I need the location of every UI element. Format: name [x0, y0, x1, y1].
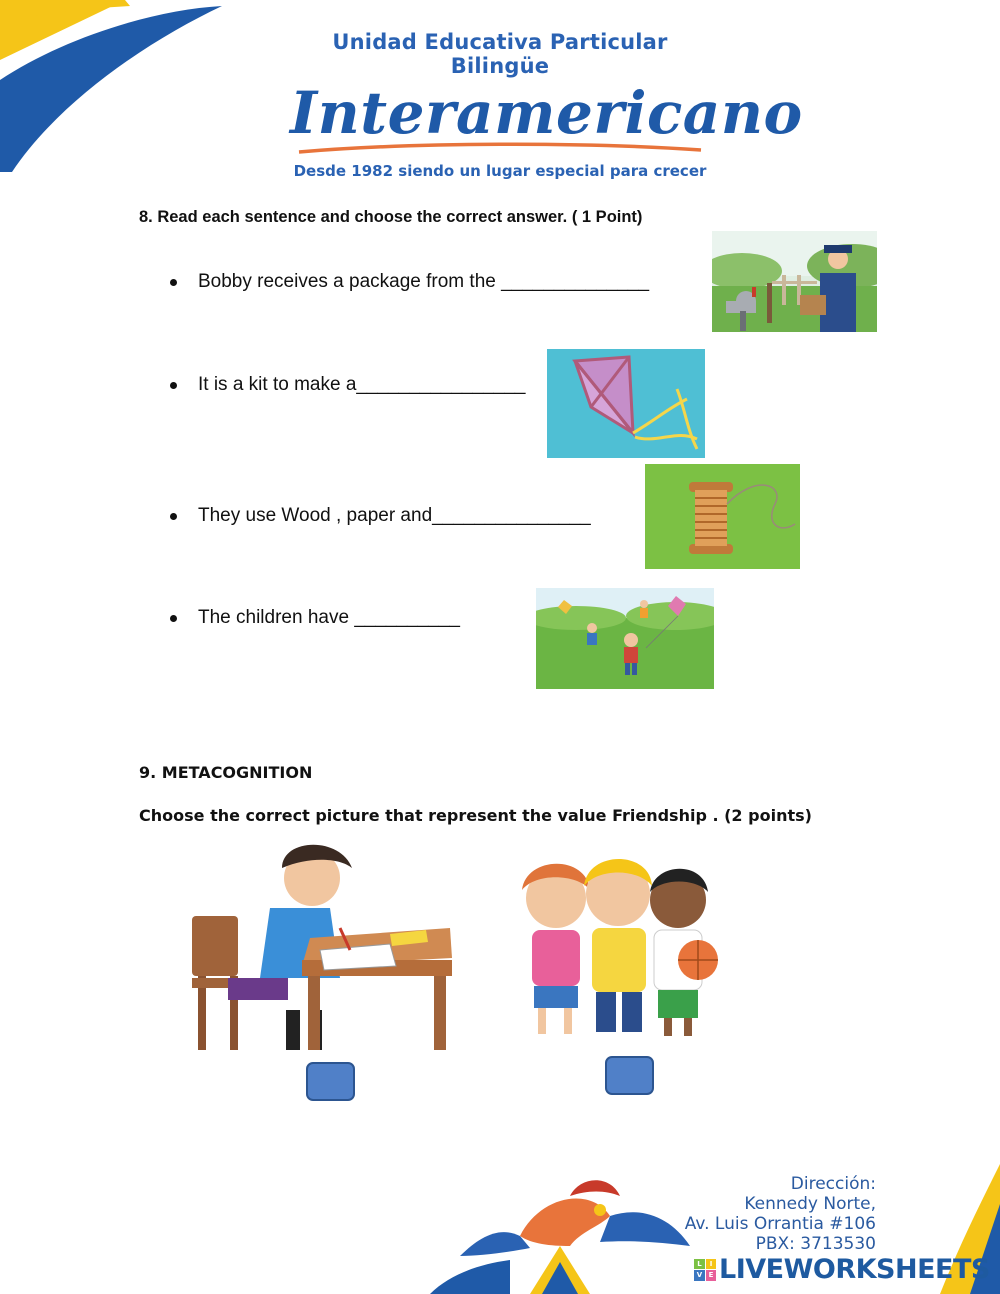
sentence-2-text: It is a kit to make a________________ — [198, 374, 526, 395]
sentence-4 — [170, 607, 460, 629]
boy-studying-image — [190, 838, 455, 1053]
address-line: Av. Luis Orrantia #106 — [684, 1214, 876, 1234]
liveworksheets-logo-icon — [694, 1259, 716, 1281]
answer-box-friends[interactable] — [605, 1056, 654, 1095]
sentence-4-text: The children have __________ — [198, 607, 460, 628]
school-mascot-emblem — [420, 1176, 700, 1294]
bullet-icon — [170, 382, 177, 389]
sentence-1 — [170, 271, 649, 293]
kite-image — [547, 349, 705, 458]
liveworksheets-brand[interactable] — [694, 1254, 990, 1285]
brand-mark-letter: E — [706, 1270, 717, 1281]
brand-mark-letter: V — [694, 1270, 705, 1281]
address-line: Kennedy Norte, — [744, 1194, 876, 1214]
school-tagline: Desde 1982 siendo un lugar especial para crecer — [293, 162, 707, 180]
school-name: Interamericano — [290, 79, 803, 147]
sentence-3-text: They use Wood , paper and_______________ — [198, 505, 591, 526]
bullet-icon — [170, 513, 177, 520]
sentence-2 — [170, 374, 525, 396]
question-9-instruction: Choose the correct picture that represent the value Friendship . (2 points) — [139, 806, 812, 825]
corner-decoration-top-left — [0, 0, 230, 180]
address-line: Dirección: — [790, 1174, 876, 1194]
question-8-title: 8. Read each sentence and choose the correct answer. ( 1 Point) — [139, 208, 643, 226]
address-line: PBX: 3713530 — [755, 1234, 876, 1254]
question-9-title: 9. METACOGNITION — [139, 763, 313, 782]
brand-mark-letter: L — [694, 1259, 705, 1270]
liveworksheets-text: LIVEWORKSHEETS — [719, 1254, 990, 1285]
children-flying-kites-image — [536, 588, 714, 689]
answer-box-studying[interactable] — [306, 1062, 355, 1101]
string-spool-image — [645, 464, 800, 569]
brand-mark-letter: I — [706, 1259, 717, 1270]
friends-image — [512, 850, 727, 1045]
school-logo — [290, 30, 803, 180]
sentence-1-text: Bobby receives a package from the ______________ — [198, 271, 650, 292]
bullet-icon — [170, 279, 177, 286]
school-line: Unidad Educativa Particular Bilingüe — [332, 30, 668, 78]
sentence-3 — [170, 505, 591, 527]
bullet-icon — [170, 615, 177, 622]
mailman-image — [712, 231, 877, 332]
